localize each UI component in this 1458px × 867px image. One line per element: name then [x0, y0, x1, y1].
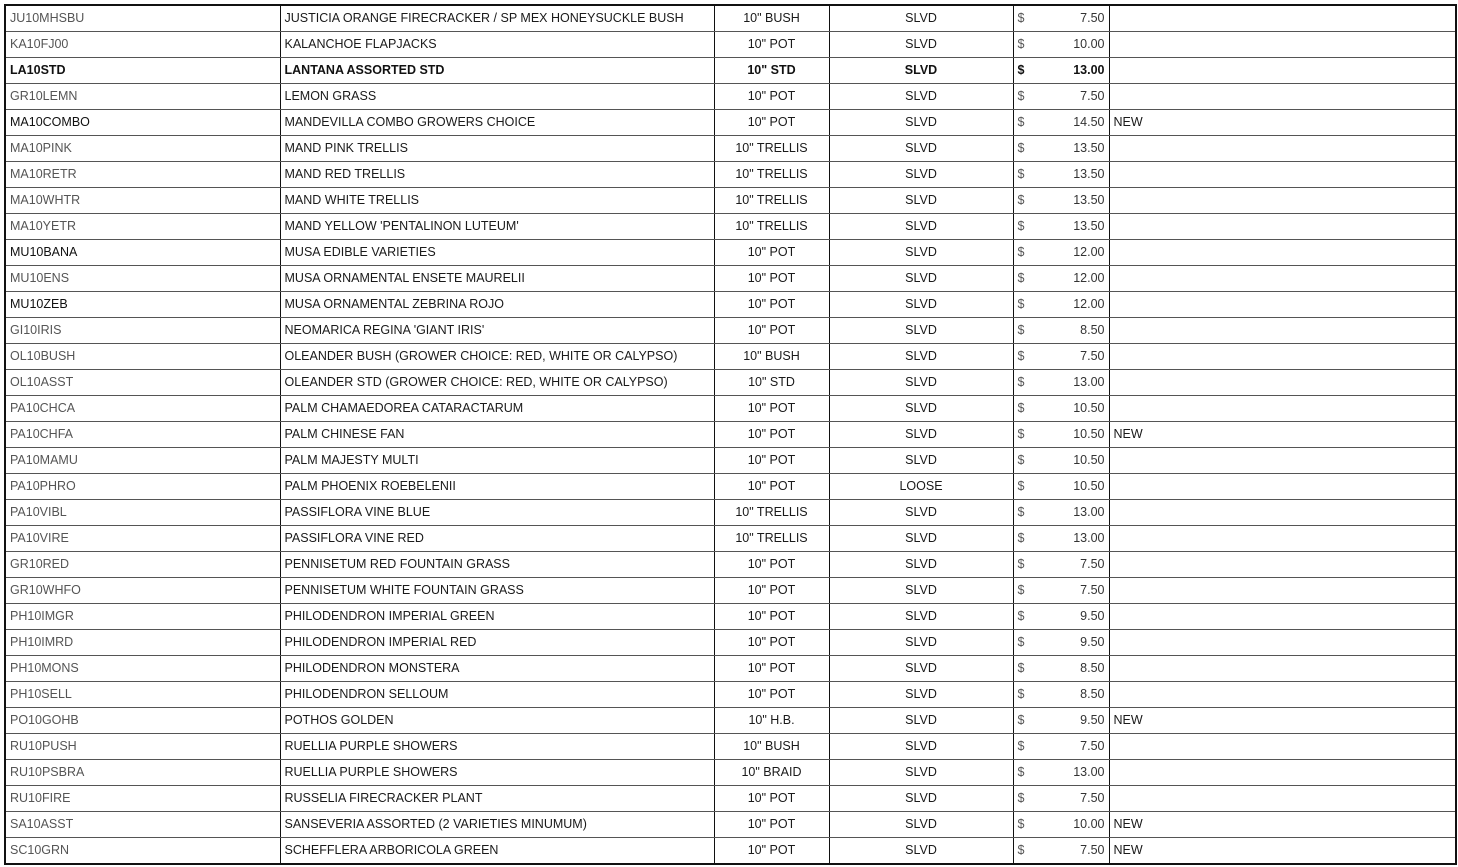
item-price-cell: 12.00: [1047, 292, 1109, 318]
item-code-cell: LA10STD: [5, 58, 280, 84]
currency-symbol-cell: $: [1013, 292, 1047, 318]
item-code-cell: MA10WHTR: [5, 188, 280, 214]
table-row: [5, 292, 1456, 318]
currency-symbol-cell: $: [1013, 552, 1047, 578]
item-ship-cell: SLVD: [829, 448, 1013, 474]
item-note-cell: [1109, 370, 1456, 396]
item-price-cell: 7.50: [1047, 786, 1109, 812]
item-note-cell: [1109, 396, 1456, 422]
item-description-cell: RUELLIA PURPLE SHOWERS: [280, 760, 714, 786]
item-code-cell: JU10MHSBU: [5, 5, 280, 32]
item-ship-cell: SLVD: [829, 396, 1013, 422]
item-description-cell: OLEANDER BUSH (GROWER CHOICE: RED, WHITE OR CALYPSO): [280, 344, 714, 370]
item-ship-cell: SLVD: [829, 344, 1013, 370]
item-code-cell: GR10LEMN: [5, 84, 280, 110]
table-row: [5, 370, 1456, 396]
item-size-cell: 10" POT: [714, 682, 829, 708]
item-size-cell: 10" TRELLIS: [714, 136, 829, 162]
item-description-cell: MUSA EDIBLE VARIETIES: [280, 240, 714, 266]
item-ship-cell: SLVD: [829, 812, 1013, 838]
item-price-cell: 10.50: [1047, 474, 1109, 500]
currency-symbol-cell: $: [1013, 682, 1047, 708]
currency-symbol-cell: $: [1013, 162, 1047, 188]
item-description-cell: MUSA ORNAMENTAL ENSETE MAURELII: [280, 266, 714, 292]
currency-symbol-cell: $: [1013, 838, 1047, 865]
item-ship-cell: SLVD: [829, 58, 1013, 84]
item-size-cell: 10" POT: [714, 812, 829, 838]
item-description-cell: PALM PHOENIX ROEBELENII: [280, 474, 714, 500]
item-note-cell: [1109, 5, 1456, 32]
item-price-cell: 7.50: [1047, 84, 1109, 110]
item-price-cell: 13.00: [1047, 500, 1109, 526]
table-row: [5, 682, 1456, 708]
item-note-cell: [1109, 526, 1456, 552]
item-description-cell: SANSEVERIA ASSORTED (2 VARIETIES MINUMUM): [280, 812, 714, 838]
currency-symbol-cell: $: [1013, 786, 1047, 812]
item-price-cell: 7.50: [1047, 552, 1109, 578]
item-ship-cell: SLVD: [829, 526, 1013, 552]
item-note-cell: [1109, 630, 1456, 656]
item-note-cell: [1109, 656, 1456, 682]
item-description-cell: PASSIFLORA VINE RED: [280, 526, 714, 552]
item-size-cell: 10" TRELLIS: [714, 526, 829, 552]
item-description-cell: PHILODENDRON IMPERIAL RED: [280, 630, 714, 656]
item-ship-cell: SLVD: [829, 266, 1013, 292]
item-note-cell: [1109, 734, 1456, 760]
currency-symbol-cell: $: [1013, 110, 1047, 136]
item-note-cell: [1109, 578, 1456, 604]
item-price-cell: 7.50: [1047, 5, 1109, 32]
item-description-cell: LANTANA ASSORTED STD: [280, 58, 714, 84]
item-price-cell: 13.00: [1047, 370, 1109, 396]
item-code-cell: PH10SELL: [5, 682, 280, 708]
item-price-cell: 7.50: [1047, 344, 1109, 370]
item-size-cell: 10" POT: [714, 786, 829, 812]
table-row: [5, 812, 1456, 838]
item-price-cell: 10.00: [1047, 32, 1109, 58]
item-code-cell: SA10ASST: [5, 812, 280, 838]
item-size-cell: 10" POT: [714, 292, 829, 318]
item-price-cell: 12.00: [1047, 266, 1109, 292]
item-size-cell: 10" POT: [714, 110, 829, 136]
item-code-cell: PA10VIBL: [5, 500, 280, 526]
item-price-cell: 7.50: [1047, 838, 1109, 865]
item-size-cell: 10" POT: [714, 422, 829, 448]
item-price-cell: 9.50: [1047, 604, 1109, 630]
item-ship-cell: SLVD: [829, 604, 1013, 630]
item-description-cell: JUSTICIA ORANGE FIRECRACKER / SP MEX HONEYSUCKLE BUSH: [280, 5, 714, 32]
table-row: [5, 448, 1456, 474]
item-ship-cell: SLVD: [829, 786, 1013, 812]
item-code-cell: PA10CHFA: [5, 422, 280, 448]
item-code-cell: RU10FIRE: [5, 786, 280, 812]
item-note-cell: [1109, 344, 1456, 370]
item-note-cell: [1109, 760, 1456, 786]
item-ship-cell: SLVD: [829, 500, 1013, 526]
table-row: [5, 110, 1456, 136]
table-row: [5, 578, 1456, 604]
currency-symbol-cell: $: [1013, 84, 1047, 110]
item-size-cell: 10" POT: [714, 448, 829, 474]
item-description-cell: SCHEFFLERA ARBORICOLA GREEN: [280, 838, 714, 865]
item-size-cell: 10" POT: [714, 240, 829, 266]
item-description-cell: POTHOS GOLDEN: [280, 708, 714, 734]
item-description-cell: RUELLIA PURPLE SHOWERS: [280, 734, 714, 760]
item-size-cell: 10" POT: [714, 32, 829, 58]
item-size-cell: 10" POT: [714, 838, 829, 865]
item-ship-cell: SLVD: [829, 162, 1013, 188]
currency-symbol-cell: $: [1013, 5, 1047, 32]
item-description-cell: PASSIFLORA VINE BLUE: [280, 500, 714, 526]
table-row: [5, 84, 1456, 110]
item-price-cell: 13.50: [1047, 188, 1109, 214]
table-row: [5, 5, 1456, 32]
item-price-cell: 13.00: [1047, 526, 1109, 552]
item-ship-cell: SLVD: [829, 630, 1013, 656]
item-size-cell: 10" BUSH: [714, 5, 829, 32]
item-code-cell: GR10RED: [5, 552, 280, 578]
item-ship-cell: SLVD: [829, 708, 1013, 734]
table-row: [5, 630, 1456, 656]
table-row: [5, 32, 1456, 58]
item-ship-cell: SLVD: [829, 84, 1013, 110]
item-size-cell: 10" TRELLIS: [714, 500, 829, 526]
table-row: [5, 604, 1456, 630]
table-row: [5, 266, 1456, 292]
currency-symbol-cell: $: [1013, 58, 1047, 84]
item-description-cell: PENNISETUM RED FOUNTAIN GRASS: [280, 552, 714, 578]
item-code-cell: PO10GOHB: [5, 708, 280, 734]
item-note-cell: NEW: [1109, 422, 1456, 448]
currency-symbol-cell: $: [1013, 500, 1047, 526]
item-code-cell: MU10BANA: [5, 240, 280, 266]
table-row: [5, 838, 1456, 865]
item-note-cell: [1109, 604, 1456, 630]
currency-symbol-cell: $: [1013, 188, 1047, 214]
item-size-cell: 10" TRELLIS: [714, 162, 829, 188]
item-price-cell: 10.50: [1047, 422, 1109, 448]
item-note-cell: [1109, 188, 1456, 214]
item-note-cell: NEW: [1109, 838, 1456, 865]
item-price-cell: 12.00: [1047, 240, 1109, 266]
table-row: [5, 58, 1456, 84]
item-size-cell: 10" POT: [714, 318, 829, 344]
item-ship-cell: SLVD: [829, 422, 1013, 448]
item-note-cell: [1109, 162, 1456, 188]
currency-symbol-cell: $: [1013, 344, 1047, 370]
table-row: [5, 344, 1456, 370]
currency-symbol-cell: $: [1013, 370, 1047, 396]
item-size-cell: 10" POT: [714, 84, 829, 110]
item-size-cell: 10" POT: [714, 656, 829, 682]
currency-symbol-cell: $: [1013, 630, 1047, 656]
item-note-cell: [1109, 318, 1456, 344]
item-description-cell: PALM MAJESTY MULTI: [280, 448, 714, 474]
item-size-cell: 10" BUSH: [714, 734, 829, 760]
currency-symbol-cell: $: [1013, 266, 1047, 292]
table-row: [5, 760, 1456, 786]
item-ship-cell: SLVD: [829, 292, 1013, 318]
item-note-cell: [1109, 84, 1456, 110]
item-size-cell: 10" H.B.: [714, 708, 829, 734]
item-description-cell: PHILODENDRON IMPERIAL GREEN: [280, 604, 714, 630]
item-description-cell: NEOMARICA REGINA 'GIANT IRIS': [280, 318, 714, 344]
item-price-cell: 10.50: [1047, 448, 1109, 474]
item-price-cell: 10.50: [1047, 396, 1109, 422]
item-size-cell: 10" BRAID: [714, 760, 829, 786]
table-row: [5, 318, 1456, 344]
item-price-cell: 13.50: [1047, 214, 1109, 240]
item-code-cell: MU10ENS: [5, 266, 280, 292]
item-ship-cell: SLVD: [829, 734, 1013, 760]
item-code-cell: MA10RETR: [5, 162, 280, 188]
item-ship-cell: SLVD: [829, 838, 1013, 865]
item-code-cell: OL10BUSH: [5, 344, 280, 370]
item-note-cell: [1109, 786, 1456, 812]
item-code-cell: MU10ZEB: [5, 292, 280, 318]
table-row: [5, 396, 1456, 422]
item-price-cell: 13.00: [1047, 760, 1109, 786]
table-row: [5, 136, 1456, 162]
item-price-cell: 8.50: [1047, 682, 1109, 708]
item-ship-cell: SLVD: [829, 214, 1013, 240]
table-row: [5, 786, 1456, 812]
item-price-cell: 8.50: [1047, 318, 1109, 344]
item-size-cell: 10" POT: [714, 266, 829, 292]
table-row: [5, 708, 1456, 734]
currency-symbol-cell: $: [1013, 136, 1047, 162]
currency-symbol-cell: $: [1013, 214, 1047, 240]
item-ship-cell: SLVD: [829, 136, 1013, 162]
item-note-cell: NEW: [1109, 110, 1456, 136]
item-description-cell: PALM CHINESE FAN: [280, 422, 714, 448]
price-list-rows: [5, 5, 1456, 864]
item-code-cell: OL10ASST: [5, 370, 280, 396]
item-size-cell: 10" POT: [714, 630, 829, 656]
item-description-cell: RUSSELIA FIRECRACKER PLANT: [280, 786, 714, 812]
table-row: [5, 422, 1456, 448]
item-size-cell: 10" POT: [714, 578, 829, 604]
table-row: [5, 188, 1456, 214]
item-price-cell: 8.50: [1047, 656, 1109, 682]
currency-symbol-cell: $: [1013, 32, 1047, 58]
item-ship-cell: SLVD: [829, 110, 1013, 136]
item-note-cell: NEW: [1109, 812, 1456, 838]
item-size-cell: 10" POT: [714, 396, 829, 422]
currency-symbol-cell: $: [1013, 396, 1047, 422]
item-code-cell: SC10GRN: [5, 838, 280, 865]
item-description-cell: KALANCHOE FLAPJACKS: [280, 32, 714, 58]
item-note-cell: [1109, 240, 1456, 266]
item-code-cell: PH10IMRD: [5, 630, 280, 656]
item-code-cell: PH10MONS: [5, 656, 280, 682]
currency-symbol-cell: $: [1013, 318, 1047, 344]
item-description-cell: MAND PINK TRELLIS: [280, 136, 714, 162]
currency-symbol-cell: $: [1013, 656, 1047, 682]
item-price-cell: 14.50: [1047, 110, 1109, 136]
currency-symbol-cell: $: [1013, 604, 1047, 630]
currency-symbol-cell: $: [1013, 734, 1047, 760]
item-ship-cell: SLVD: [829, 32, 1013, 58]
item-price-cell: 13.00: [1047, 58, 1109, 84]
item-note-cell: [1109, 474, 1456, 500]
item-price-cell: 9.50: [1047, 708, 1109, 734]
currency-symbol-cell: $: [1013, 578, 1047, 604]
item-note-cell: [1109, 136, 1456, 162]
item-ship-cell: SLVD: [829, 318, 1013, 344]
item-code-cell: KA10FJ00: [5, 32, 280, 58]
item-note-cell: [1109, 292, 1456, 318]
table-row: [5, 240, 1456, 266]
item-note-cell: NEW: [1109, 708, 1456, 734]
item-ship-cell: SLVD: [829, 682, 1013, 708]
currency-symbol-cell: $: [1013, 526, 1047, 552]
item-note-cell: [1109, 448, 1456, 474]
item-size-cell: 10" STD: [714, 58, 829, 84]
item-ship-cell: SLVD: [829, 578, 1013, 604]
item-size-cell: 10" POT: [714, 604, 829, 630]
item-ship-cell: SLVD: [829, 240, 1013, 266]
currency-symbol-cell: $: [1013, 760, 1047, 786]
item-size-cell: 10" TRELLIS: [714, 188, 829, 214]
item-price-cell: 7.50: [1047, 578, 1109, 604]
currency-symbol-cell: $: [1013, 474, 1047, 500]
item-description-cell: PHILODENDRON SELLOUM: [280, 682, 714, 708]
table-row: [5, 214, 1456, 240]
item-description-cell: PALM CHAMAEDOREA CATARACTARUM: [280, 396, 714, 422]
item-size-cell: 10" BUSH: [714, 344, 829, 370]
item-ship-cell: LOOSE: [829, 474, 1013, 500]
item-code-cell: PA10MAMU: [5, 448, 280, 474]
item-ship-cell: SLVD: [829, 552, 1013, 578]
item-code-cell: RU10PUSH: [5, 734, 280, 760]
currency-symbol-cell: $: [1013, 708, 1047, 734]
item-code-cell: MA10YETR: [5, 214, 280, 240]
table-row: [5, 734, 1456, 760]
table-row: [5, 474, 1456, 500]
item-code-cell: MA10COMBO: [5, 110, 280, 136]
item-note-cell: [1109, 552, 1456, 578]
item-code-cell: PA10VIRE: [5, 526, 280, 552]
table-row: [5, 526, 1456, 552]
item-ship-cell: SLVD: [829, 760, 1013, 786]
item-price-cell: 7.50: [1047, 734, 1109, 760]
item-description-cell: MAND WHITE TRELLIS: [280, 188, 714, 214]
item-code-cell: PA10PHRO: [5, 474, 280, 500]
item-note-cell: [1109, 682, 1456, 708]
item-description-cell: LEMON GRASS: [280, 84, 714, 110]
item-price-cell: 9.50: [1047, 630, 1109, 656]
item-price-cell: 13.50: [1047, 136, 1109, 162]
item-description-cell: MUSA ORNAMENTAL ZEBRINA ROJO: [280, 292, 714, 318]
item-ship-cell: SLVD: [829, 5, 1013, 32]
item-description-cell: MAND YELLOW 'PENTALINON LUTEUM': [280, 214, 714, 240]
table-row: [5, 500, 1456, 526]
item-code-cell: GR10WHFO: [5, 578, 280, 604]
currency-symbol-cell: $: [1013, 240, 1047, 266]
item-description-cell: PENNISETUM WHITE FOUNTAIN GRASS: [280, 578, 714, 604]
item-ship-cell: SLVD: [829, 370, 1013, 396]
item-note-cell: [1109, 266, 1456, 292]
item-note-cell: [1109, 32, 1456, 58]
item-code-cell: RU10PSBRA: [5, 760, 280, 786]
item-code-cell: PA10CHCA: [5, 396, 280, 422]
item-note-cell: [1109, 58, 1456, 84]
currency-symbol-cell: $: [1013, 448, 1047, 474]
item-description-cell: MAND RED TRELLIS: [280, 162, 714, 188]
item-code-cell: GI10IRIS: [5, 318, 280, 344]
item-price-cell: 13.50: [1047, 162, 1109, 188]
item-description-cell: OLEANDER STD (GROWER CHOICE: RED, WHITE OR CALYPSO): [280, 370, 714, 396]
item-size-cell: 10" STD: [714, 370, 829, 396]
item-price-cell: 10.00: [1047, 812, 1109, 838]
item-ship-cell: SLVD: [829, 188, 1013, 214]
table-row: [5, 656, 1456, 682]
price-list-table: [4, 4, 1457, 865]
table-row: [5, 162, 1456, 188]
item-size-cell: 10" POT: [714, 552, 829, 578]
item-size-cell: 10" POT: [714, 474, 829, 500]
table-row: [5, 552, 1456, 578]
item-ship-cell: SLVD: [829, 656, 1013, 682]
item-description-cell: MANDEVILLA COMBO GROWERS CHOICE: [280, 110, 714, 136]
currency-symbol-cell: $: [1013, 812, 1047, 838]
item-note-cell: [1109, 500, 1456, 526]
item-code-cell: PH10IMGR: [5, 604, 280, 630]
currency-symbol-cell: $: [1013, 422, 1047, 448]
item-note-cell: [1109, 214, 1456, 240]
item-description-cell: PHILODENDRON MONSTERA: [280, 656, 714, 682]
item-size-cell: 10" TRELLIS: [714, 214, 829, 240]
item-code-cell: MA10PINK: [5, 136, 280, 162]
